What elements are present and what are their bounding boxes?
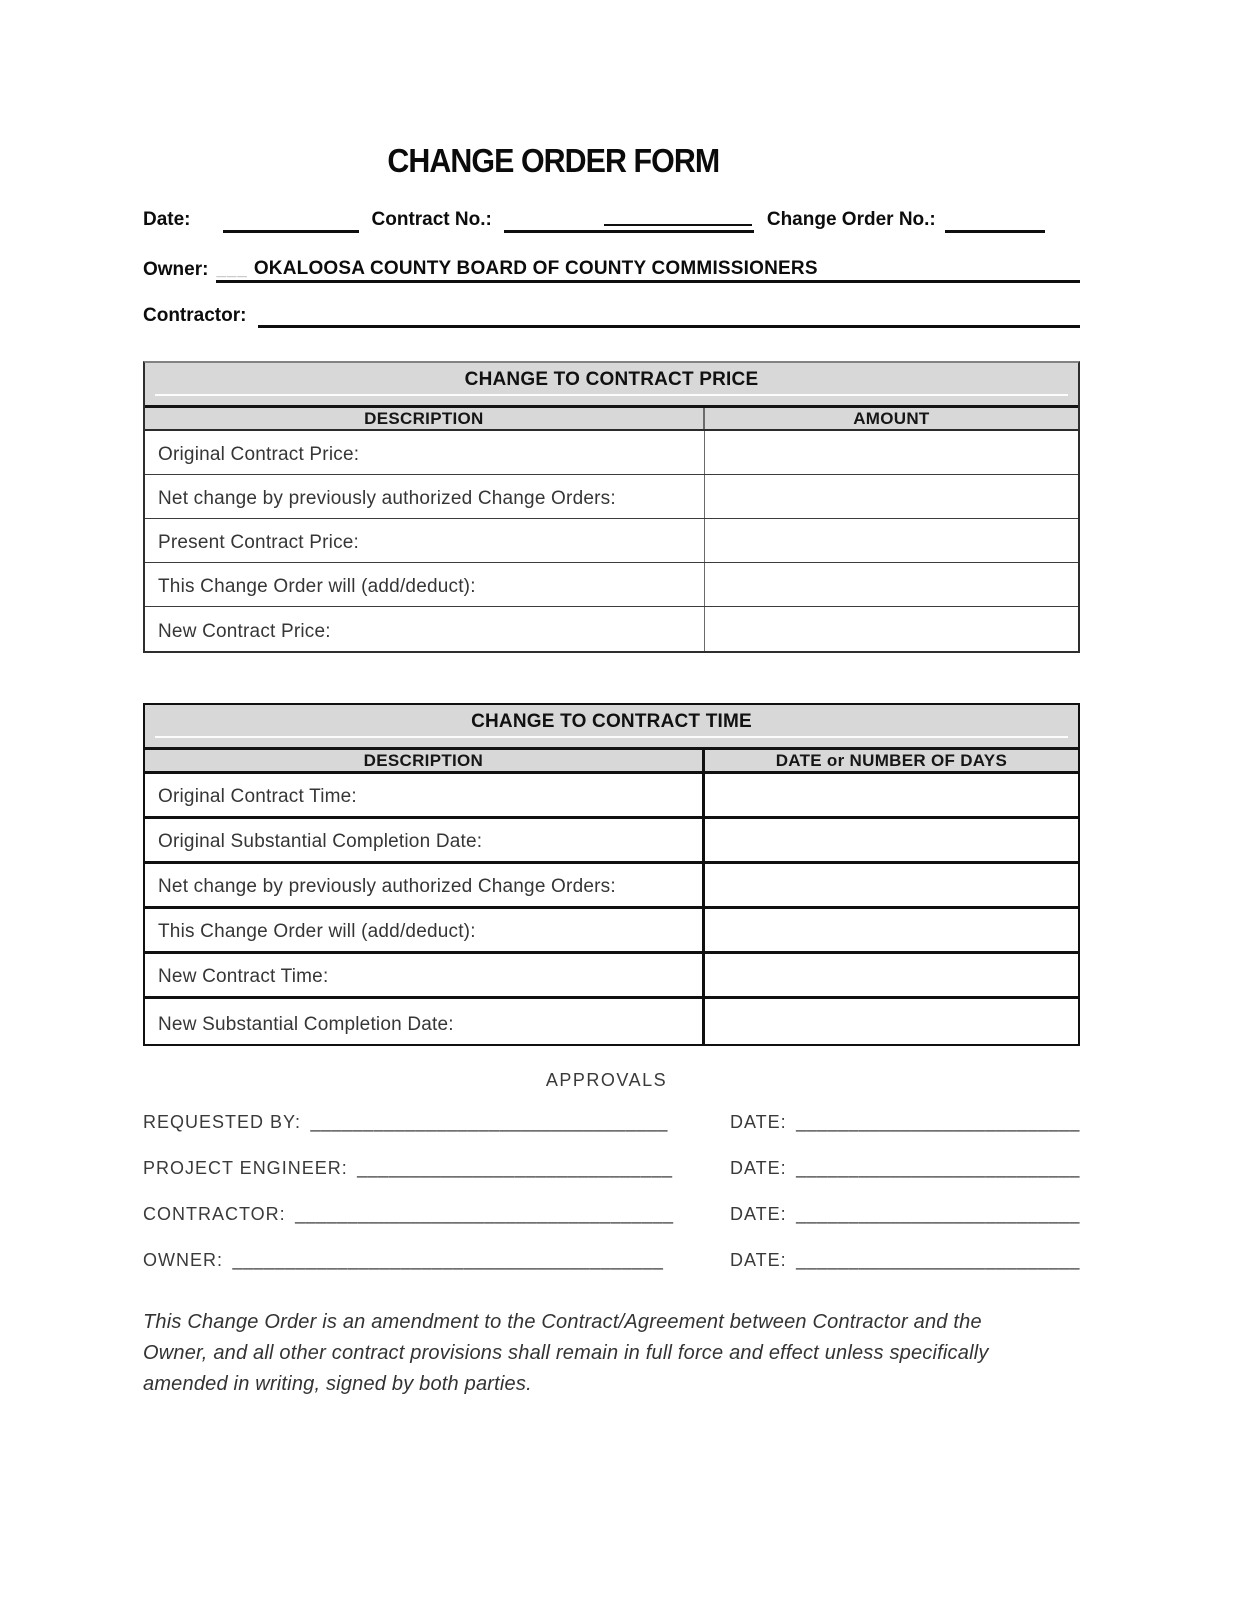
date-label: DATE: <box>730 1158 787 1179</box>
approval-row-requested-by <box>143 1112 1080 1137</box>
price-column-header-description: DESCRIPTION <box>145 408 705 429</box>
table-row <box>145 774 1078 819</box>
header-fields-row <box>143 208 1080 233</box>
contractor-row <box>143 304 1080 329</box>
price-table-header-row <box>145 408 1078 431</box>
date-label: DATE: <box>730 1204 787 1225</box>
contract-no-label: Contract No.: <box>371 208 492 230</box>
row-description: This Change Order will (add/deduct): <box>145 909 705 951</box>
amount-cell[interactable] <box>705 563 1078 606</box>
requested-by-label: REQUESTED BY: <box>143 1112 302 1133</box>
row-description: Original Contract Price: <box>145 431 705 474</box>
owner-approval-label: OWNER: <box>143 1250 223 1271</box>
date-label: DATE: <box>730 1250 787 1271</box>
table-row <box>145 864 1078 909</box>
date-label: Date: <box>143 208 191 230</box>
contractor-blank-line[interactable] <box>258 306 1080 328</box>
row-description: New Contract Time: <box>145 954 705 996</box>
row-description: New Contract Price: <box>145 607 705 651</box>
band-divider <box>155 394 1068 396</box>
owner-line-prefix: ___ <box>216 259 248 279</box>
date-line[interactable]: ___________________________ <box>796 1204 1080 1225</box>
table-row <box>145 999 1078 1044</box>
date-blank-line[interactable] <box>223 211 359 233</box>
amount-cell[interactable] <box>705 607 1078 651</box>
date-line[interactable]: ___________________________ <box>796 1158 1080 1179</box>
time-table-header-row <box>145 750 1078 774</box>
owner-value: OKALOOSA COUNTY BOARD OF COUNTY COMMISSIONERS <box>253 257 818 279</box>
change-to-contract-price-table <box>143 361 1080 653</box>
table-row <box>145 607 1078 651</box>
date-line[interactable]: ___________________________ <box>796 1250 1080 1271</box>
owner-signature-line[interactable]: _________________________________________ <box>232 1250 664 1271</box>
value-cell[interactable] <box>705 909 1078 951</box>
row-description: Net change by previously authorized Change Orders: <box>145 475 705 518</box>
price-table-title: CHANGE TO CONTRACT PRICE <box>464 369 759 391</box>
amendment-note-line: This Change Order is an amendment to the Contract/Agreement between Contractor and the <box>143 1311 982 1334</box>
table-row <box>145 519 1078 563</box>
amendment-note-line: Owner, and all other contract provisions shall remain in full force and effect unless specifically <box>143 1342 989 1365</box>
owner-row <box>143 258 1080 283</box>
row-description: Original Substantial Completion Date: <box>145 819 705 861</box>
project-engineer-signature-line[interactable]: ______________________________ <box>357 1158 673 1179</box>
value-cell[interactable] <box>705 774 1078 816</box>
value-cell[interactable] <box>705 819 1078 861</box>
approval-row-project-engineer <box>143 1158 1080 1183</box>
approval-row-owner <box>143 1250 1080 1275</box>
change-order-no-label: Change Order No.: <box>766 208 936 230</box>
price-column-header-amount: AMOUNT <box>853 408 930 428</box>
table-row <box>145 475 1078 519</box>
amendment-note-line: amended in writing, signed by both parties. <box>143 1373 532 1396</box>
amendment-note <box>143 1307 1080 1400</box>
owner-label: Owner: <box>143 258 209 280</box>
amount-cell[interactable] <box>705 475 1078 518</box>
row-description: Net change by previously authorized Change Orders: <box>145 864 705 906</box>
value-cell[interactable] <box>705 864 1078 906</box>
change-to-contract-time-table <box>143 703 1080 1046</box>
value-cell[interactable] <box>705 954 1078 996</box>
time-column-header-description: DESCRIPTION <box>145 750 705 771</box>
value-cell[interactable] <box>705 999 1078 1044</box>
owner-filled-line[interactable] <box>216 258 1080 283</box>
table-row <box>145 954 1078 999</box>
page-title: CHANGE ORDER FORM <box>387 142 720 179</box>
row-description: Original Contract Time: <box>145 774 705 816</box>
contractor-signature-line[interactable]: ____________________________________ <box>295 1204 674 1225</box>
approvals-section <box>143 1070 1080 1275</box>
requested-by-signature-line[interactable]: __________________________________ <box>310 1112 668 1133</box>
project-engineer-label: PROJECT ENGINEER: <box>143 1158 348 1179</box>
approval-row-contractor <box>143 1204 1080 1229</box>
amount-cell[interactable] <box>705 519 1078 562</box>
contract-no-blank-line[interactable] <box>504 211 754 233</box>
table-row <box>145 819 1078 864</box>
band-divider <box>155 736 1068 738</box>
table-row <box>145 431 1078 475</box>
date-line[interactable]: ___________________________ <box>796 1112 1080 1133</box>
contractor-approval-label: CONTRACTOR: <box>143 1204 286 1225</box>
row-description: This Change Order will (add/deduct): <box>145 563 705 606</box>
amount-cell[interactable] <box>705 431 1078 474</box>
change-order-no-blank-line[interactable] <box>945 211 1045 233</box>
approvals-heading: APPROVALS <box>545 1070 668 1091</box>
contract-no-underscore-overlay <box>604 224 752 226</box>
table-row <box>145 909 1078 954</box>
time-column-header-days: DATE or NUMBER OF DAYS <box>775 750 1008 770</box>
time-table-title-band <box>145 705 1078 750</box>
row-description: Present Contract Price: <box>145 519 705 562</box>
table-row <box>145 563 1078 607</box>
price-table-title-band <box>145 363 1078 408</box>
contractor-label: Contractor: <box>143 304 247 326</box>
row-description: New Substantial Completion Date: <box>145 999 705 1044</box>
date-label: DATE: <box>730 1112 787 1133</box>
time-table-title: CHANGE TO CONTRACT TIME <box>471 711 752 733</box>
